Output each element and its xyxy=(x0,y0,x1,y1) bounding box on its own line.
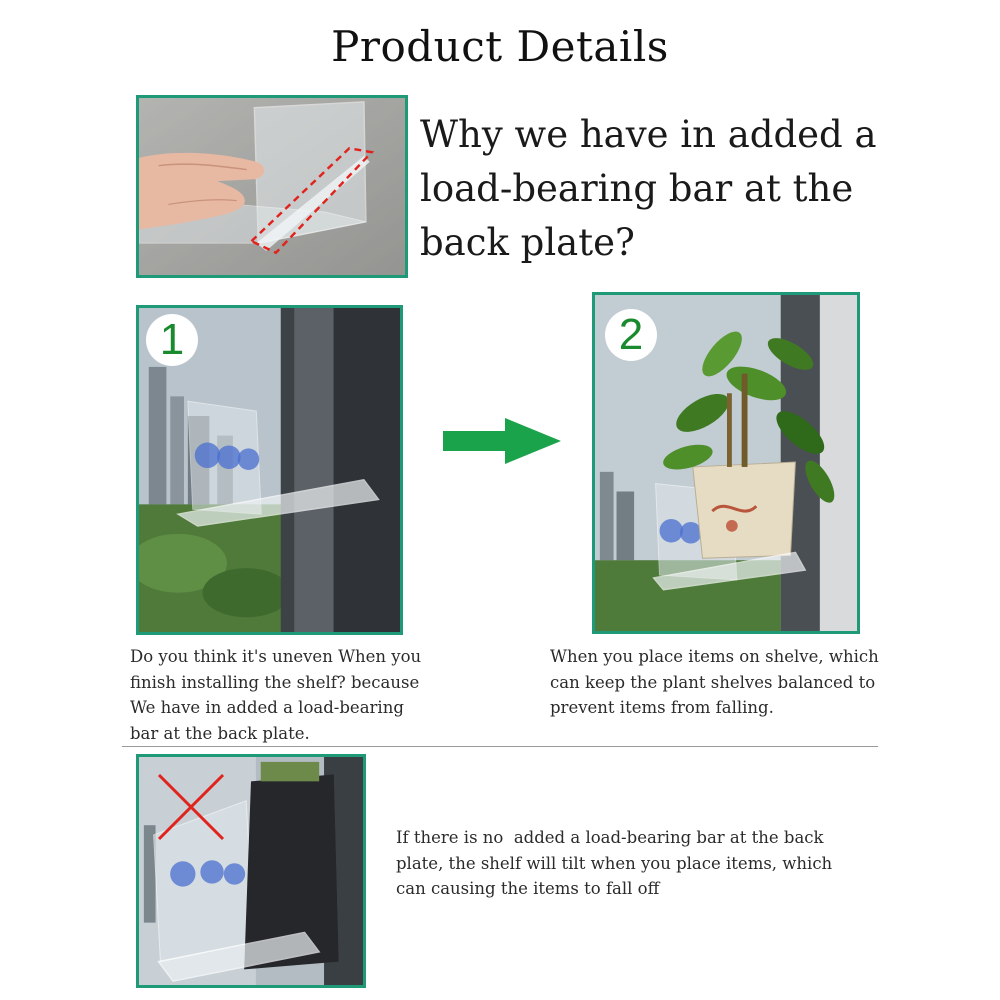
section-divider xyxy=(122,746,878,747)
step-2-caption: When you place items on shelve, which can keep the plant shelves balanced to prevent items from falling. xyxy=(550,647,879,717)
photo-tilted-shelf-warning xyxy=(136,754,366,988)
page-title: Product Details xyxy=(331,22,669,71)
warning-caption: If there is no added a load-bearing bar at the back plate, the shelf will tilt when you place items, which can causing the items to fall off xyxy=(396,828,838,898)
headline-question: Why we have in added a load-bearing bar at the back plate? xyxy=(420,113,877,264)
step-2-badge: 2 xyxy=(605,309,657,361)
step-1-badge: 1 xyxy=(146,314,198,366)
step-1-caption: Do you think it's uneven When you finish installing the shelf? because We have in added a load-bearing bar at the back plate. xyxy=(130,647,422,743)
cross-mark-icon xyxy=(151,767,231,847)
photo-load-bearing-bar xyxy=(136,95,408,278)
arrow-right-icon xyxy=(443,418,561,464)
